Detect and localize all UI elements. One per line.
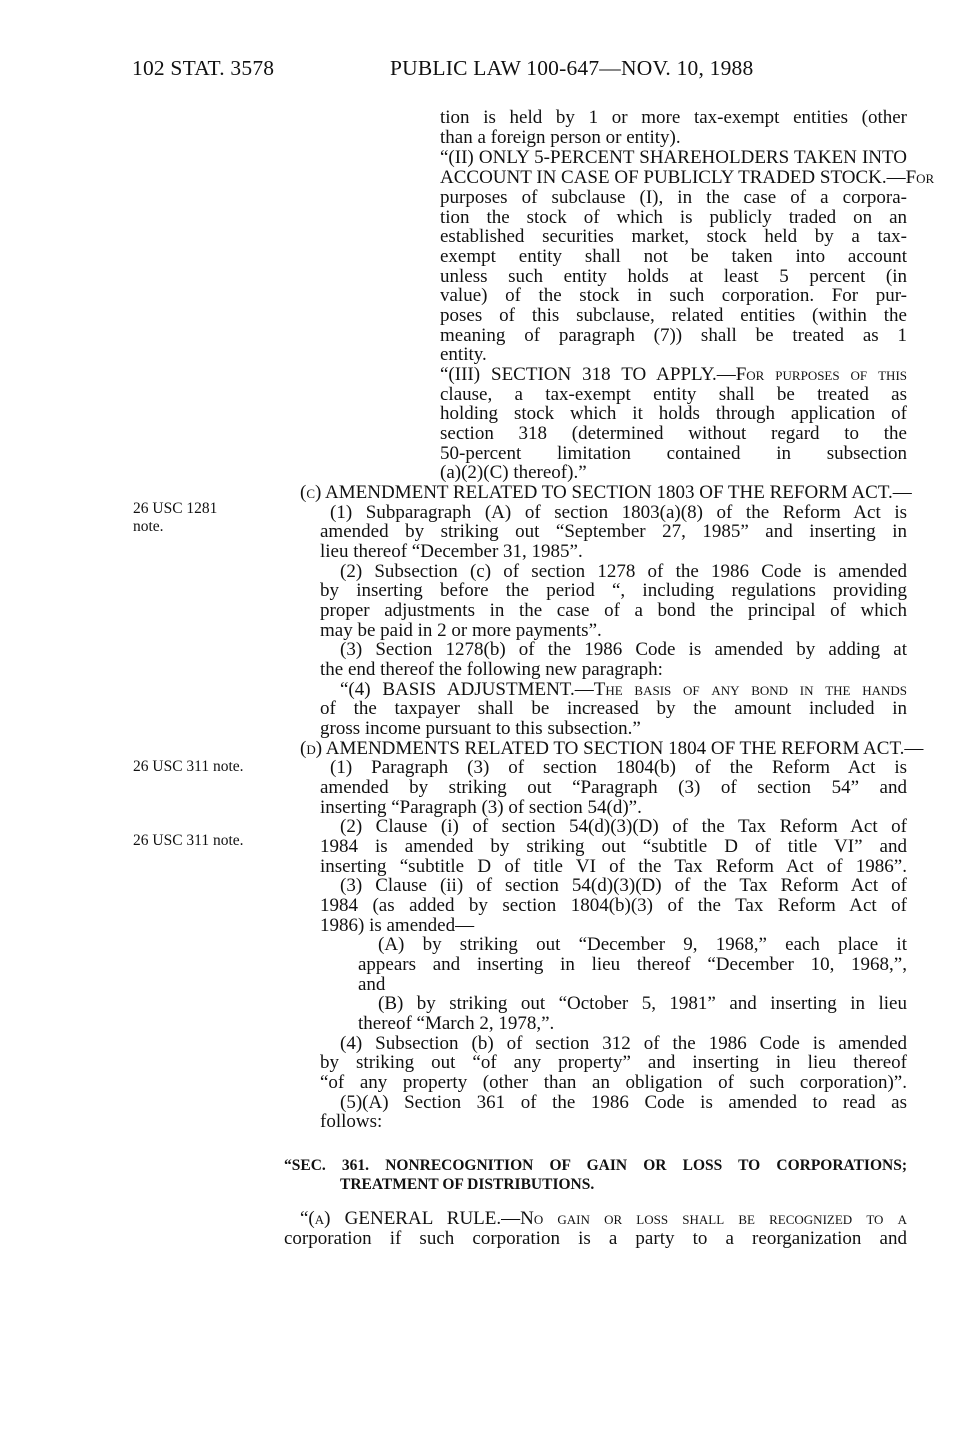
page-reference: 102 STAT. 3578 [132,56,275,80]
text-line: tion is held by 1 or more tax-exempt entities (other [440,107,907,128]
text-line: (2) Clause (i) of section 54(d)(3)(D) of the Tax Reform Act of [340,816,907,837]
text-line: and [358,974,386,995]
margin-note: 26 USC 311 note. [133,758,244,775]
text-line: (a)(2)(C) thereof).” [440,462,587,483]
text-line: of the taxpayer shall be increased by the amount included in [320,698,907,719]
text-line: 50-percent limitation contained in subsection [440,443,907,464]
subclause-heading: ACCOUNT IN CASE OF PUBLICLY TRADED STOCK.—For [440,167,935,188]
text-line: “(a) GENERAL RULE.—No gain or loss shall be recognized to a [300,1208,907,1229]
subsection-heading: (c) AMENDMENT RELATED TO SECTION 1803 OF THE REFORM ACT.— [300,482,912,503]
text-line: 1986) is amended— [320,915,475,936]
text-line: the end thereof the following new paragraph: [320,659,663,680]
text-line: by striking out “of any property” and inserting in lieu thereof [320,1052,907,1073]
text-line: proper adjustments in the case of a bond the principal of which [320,600,907,621]
text-line: 1984 (as added by section 1804(b)(3) of the Tax Reform Act of [320,895,907,916]
text-line: 1984 is amended by striking out “subtitle D of title VI” and [320,836,907,857]
text-line: lieu thereof “December 31, 1985”. [320,541,583,562]
text-line: gross income pursuant to this subsection.” [320,718,641,739]
text-line: thereof “March 2, 1978,”. [358,1013,555,1034]
text-line: amended by striking out “September 27, 1985” and inserting in [320,521,907,542]
text-line: inserting “subtitle D of title VI of the Tax Reform Act of 1986”. [320,856,907,877]
text-line: (2) Subsection (c) of section 1278 of the 1986 Code is amended [340,561,907,582]
text-line: appears and inserting in lieu thereof “December 10, 1968,”, [358,954,907,975]
text-line: by inserting before the period “, including regulations providing [320,580,907,601]
text-line: (4) Subsection (b) of section 312 of the 1986 Code is amended [340,1033,907,1054]
text-line: tion the stock of which is publicly traded on an [440,207,907,228]
text-line: (A) by striking out “December 9, 1968,” each place it [378,934,907,955]
text-line: (1) Subparagraph (A) of section 1803(a)(8) of the Reform Act is [330,502,907,523]
text-line: (5)(A) Section 361 of the 1986 Code is amended to read as [340,1092,907,1113]
section-heading: “SEC. 361. NONRECOGNITION OF GAIN OR LOSS TO CORPORATIONS; [284,1157,907,1174]
subsection-heading: (d) AMENDMENTS RELATED TO SECTION 1804 OF THE REFORM ACT.— [300,738,924,759]
text-line: “of any property (other than an obligation of such corporation)”. [320,1072,907,1093]
text-line: (B) by striking out “October 5, 1981” and inserting in lieu [378,993,907,1014]
text-line: than a foreign person or entity). [440,127,681,148]
text-line: inserting “Paragraph (3) of section 54(d)”. [320,797,642,818]
text-line: established securities market, stock held by a tax- [440,226,907,247]
text-line: holding stock which it holds through application of [440,403,907,424]
text-line: value) of the stock in such corporation. For pur- [440,285,907,306]
running-header: PUBLIC LAW 100-647—NOV. 10, 1988 [390,56,754,80]
text-line: (1) Paragraph (3) of section 1804(b) of the Reform Act is [330,757,907,778]
text-line: exempt entity shall not be taken into account [440,246,907,267]
text-line: (3) Section 1278(b) of the 1986 Code is amended by adding at [340,639,907,660]
margin-note: 26 USC 1281 note. [133,500,218,535]
text-line: entity. [440,344,487,365]
subclause-heading: “(III) SECTION 318 TO APPLY.—For purposes of this [440,364,907,385]
text-line: section 318 (determined without regard to the [440,423,907,444]
text-line: “(4) BASIS ADJUSTMENT.—The basis of any bond in the hands [340,679,907,700]
subclause-heading: “(II) ONLY 5-PERCENT SHAREHOLDERS TAKEN INTO [440,147,907,168]
text-line: follows: [320,1111,383,1132]
text-line: meaning of paragraph (7)) shall be treated as 1 [440,325,907,346]
text-line: (3) Clause (ii) of section 54(d)(3)(D) of the Tax Reform Act of [340,875,907,896]
text-line: clause, a tax-exempt entity shall be treated as [440,384,907,405]
text-line: corporation if such corporation is a party to a reorganization and [284,1228,907,1249]
text-line: amended by striking out “Paragraph (3) of section 54” and [320,777,907,798]
margin-note: 26 USC 311 note. [133,832,244,849]
text-line: poses of this subclause, related entities (within the [440,305,907,326]
text-line: purposes of subclause (I), in the case of a corpora- [440,187,907,208]
text-line: unless such entity holds at least 5 percent (in [440,266,907,287]
section-heading: TREATMENT OF DISTRIBUTIONS. [340,1176,595,1193]
text-line: may be paid in 2 or more payments”. [320,620,602,641]
